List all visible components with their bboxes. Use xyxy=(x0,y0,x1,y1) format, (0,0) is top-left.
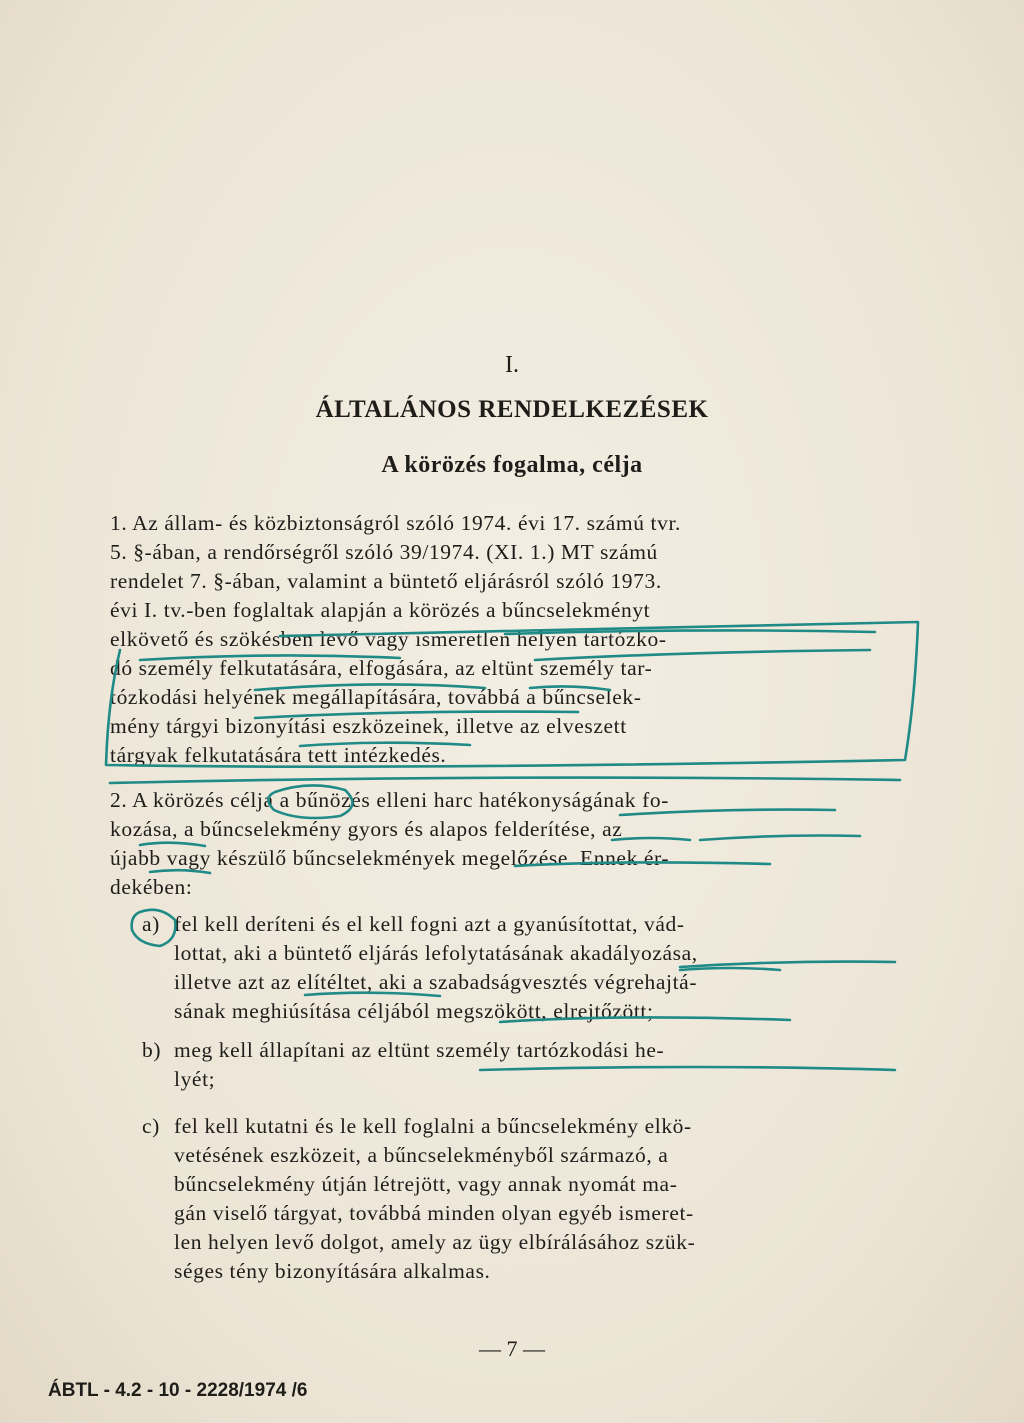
paragraph-line: 2. A körözés célja a bűnözés elleni harc hatékonyságának fo- xyxy=(110,788,669,812)
section-subtitle: A körözés fogalma, célja xyxy=(381,452,643,478)
list-item-line: fel kell deríteni és el kell fogni azt a gyanúsítottat, vád- xyxy=(174,912,685,936)
pen-divider-line xyxy=(110,778,900,783)
page-number: — 7 — xyxy=(479,1336,545,1361)
list-item-line: meg kell állapítani az eltünt személy tartózkodási he- xyxy=(174,1038,665,1062)
list-item-line: séges tény bizonyítására alkalmas. xyxy=(174,1259,491,1283)
list-marker: c) xyxy=(142,1114,160,1138)
paragraph-line: évi I. tv.-ben foglaltak alapján a körözés a bűncselekményt xyxy=(110,598,651,622)
paragraph-line: dó személy felkutatására, elfogására, az eltünt személy tar- xyxy=(110,656,653,680)
paragraph-line: tózkodási helyének megállapítására, továbbá a bűncselek- xyxy=(110,685,642,709)
archive-reference-stamp: ÁBTL - 4.2 - 10 - 2228/1974 /6 xyxy=(48,1380,308,1401)
list-marker: a) xyxy=(142,912,160,936)
list-item-line: lottat, aki a büntető eljárás lefolytatásának akadályozása, xyxy=(174,941,698,965)
section-title: ÁLTALÁNOS RENDELKEZÉSEK xyxy=(315,396,709,423)
list-item-line: fel kell kutatni és le kell foglalni a bűncselekmény elkö- xyxy=(174,1114,692,1138)
list-item-line: bűncselekmény útján létrejött, vagy annak nyomát ma- xyxy=(174,1172,678,1196)
list-item-line: len helyen levő dolgot, amely az ügy elbírálásához szük- xyxy=(174,1230,696,1254)
paragraph-line: 1. Az állam- és közbiztonságról szóló 1974. évi 17. számú tvr. xyxy=(110,511,682,535)
paragraph-line: kozása, a bűncselekmény gyors és alapos felderítése, az xyxy=(110,817,623,841)
paragraph-line: újabb vagy készülő bűncselekmények megelőzése. Ennek ér- xyxy=(110,846,670,870)
list-item-line: gán viselő tárgyat, továbbá minden olyan egyéb ismeret- xyxy=(174,1201,694,1225)
paragraph-line: tárgyak felkutatására tett intézkedés. xyxy=(110,743,447,767)
list-item-line: vetésének eszközeit, a bűncselekményből származó, a xyxy=(174,1143,669,1167)
paragraph-line: rendelet 7. §-ában, valamint a büntető eljárásról szóló 1973. xyxy=(110,569,662,593)
paragraph-line: mény tárgyi bizonyítási eszközeinek, illetve az elveszett xyxy=(110,714,627,738)
list-item-line: lyét; xyxy=(174,1067,216,1091)
paragraph-1 xyxy=(110,509,878,770)
list-marker: b) xyxy=(142,1038,162,1062)
bleed-through-text xyxy=(95,70,935,220)
paragraph-line: elkövető és szökésben levő vagy ismeretlen helyen tartózko- xyxy=(110,627,667,651)
section-number: I. xyxy=(505,352,519,378)
list-item-line: illetve azt az elítéltet, aki a szabadságvesztés végrehajtá- xyxy=(174,970,698,994)
paragraph-line: dekében: xyxy=(110,875,193,899)
paragraph-line: 5. §-ában, a rendőrségről szóló 39/1974. (XI. 1.) MT számú xyxy=(110,540,658,564)
paragraph-2 xyxy=(110,786,878,902)
list-item-line: sának meghiúsítása céljából megszökött, elrejtőzött; xyxy=(174,999,654,1023)
